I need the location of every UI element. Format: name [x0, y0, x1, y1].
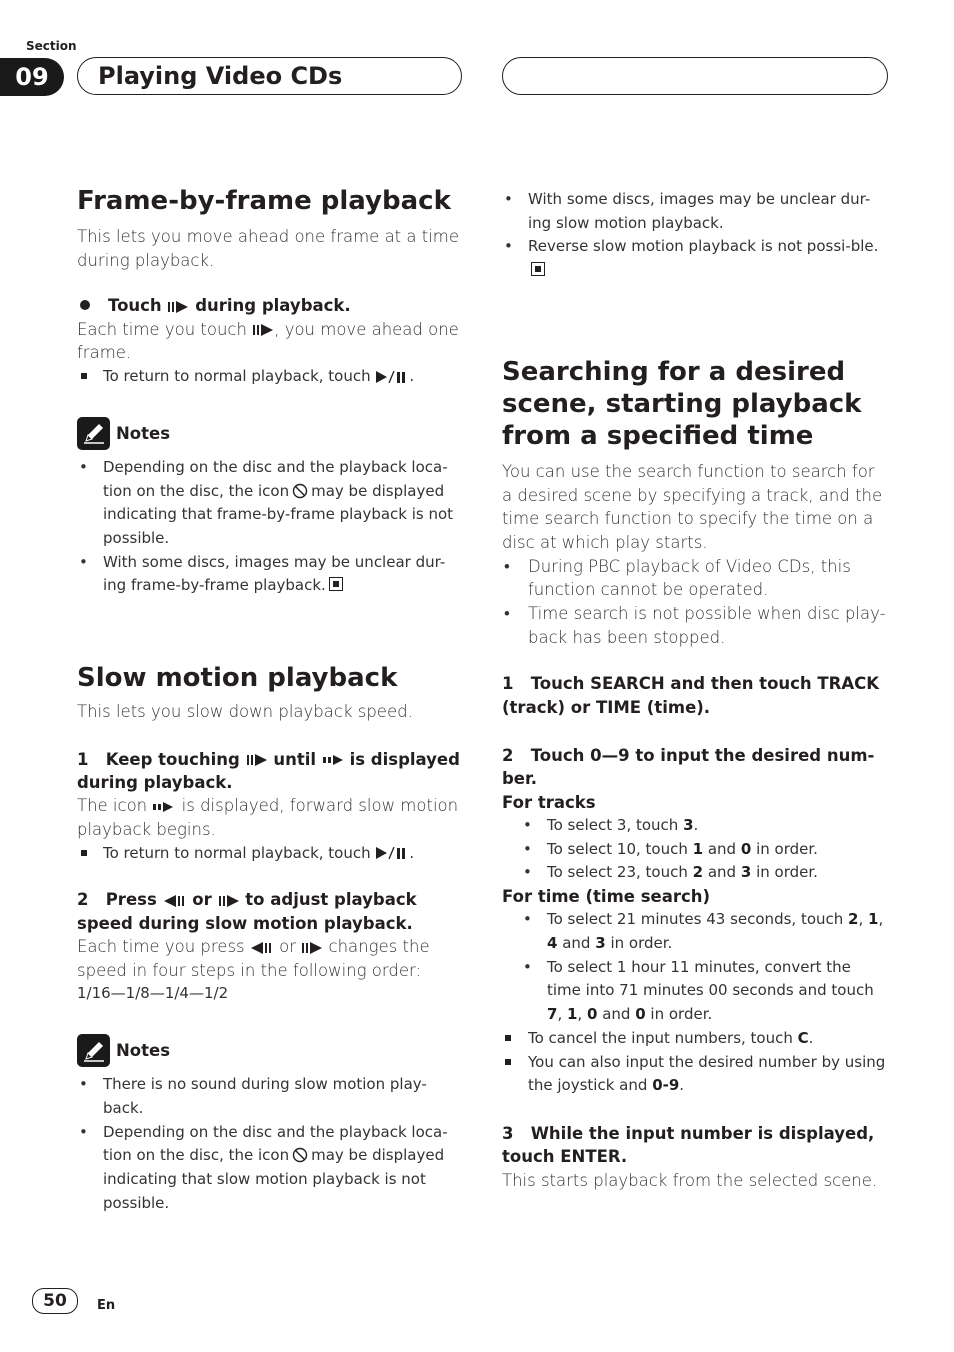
- step-forward-icon: [218, 895, 240, 907]
- slow-forward-icon: [152, 801, 176, 813]
- for-time-label: For time (time search): [502, 887, 711, 907]
- search-step-3: 3 While the input number is displayed, touch ENTER.: [502, 1123, 875, 1167]
- slow-intro: This lets you slow down playback speed.: [77, 702, 413, 722]
- slow-cont-note-2: • Reverse slow motion playback is not possi-ble.: [502, 235, 888, 282]
- step-reverse-icon: [163, 895, 187, 907]
- section-number-badge: 09: [0, 58, 64, 96]
- slow-step-2: 2 Press or to adjust playback speed during slow motion playback.: [77, 890, 417, 933]
- note-pencil-icon: [77, 1034, 110, 1067]
- slow-forward-icon: [322, 754, 344, 766]
- header-right-box: [502, 57, 888, 95]
- step-forward-icon: [246, 754, 268, 766]
- step-forward-icon: [301, 942, 323, 954]
- play-pause-icon: [375, 371, 409, 383]
- frame-note-1: • Depending on the disc and the playback loca-tion on the disc, the icon may be displayed indicating that frame-by-frame playback is not possible.: [77, 456, 463, 551]
- frame-step: Touch during playback.: [77, 294, 463, 317]
- frame-detail: Each time you touch , you move ahead one frame.: [77, 319, 459, 363]
- search-bullet-1: • During PBC playback of Video CDs, this function cannot be operated.: [502, 555, 888, 602]
- right-column: [502, 188, 888, 1192]
- slow-notes-header: Notes: [77, 1034, 463, 1067]
- slow-heading: Slow motion playback: [77, 663, 398, 694]
- step-reverse-icon: [250, 942, 274, 954]
- slow-cont-note-1: • With some discs, images may be unclear dur-ing slow motion playback.: [502, 188, 888, 235]
- cancel-note: To cancel the input numbers, touch C.: [502, 1027, 888, 1051]
- prohibited-icon: [292, 1147, 308, 1163]
- step-forward-icon: [252, 324, 274, 336]
- section-label: Section: [26, 39, 77, 53]
- slow-step-2-detail: Each time you press or changes the speed in four steps in the following order:: [77, 937, 430, 980]
- search-bullet-2: • Time search is not possible when disc play-back has been stopped.: [502, 602, 888, 649]
- search-intro: You can use the search function to search for a desired scene by specifying a track, and the time search function to specify the time on a disc at which play starts.: [502, 461, 883, 552]
- search-heading: Searching for a desired scene, starting playback from a specified time: [502, 356, 862, 451]
- prohibited-icon: [292, 483, 308, 499]
- track-example-3: • To select 23, touch 2 and 3 in order.: [502, 861, 888, 885]
- frame-note-2: • With some discs, images may be unclear dur-ing frame-by-frame playback.: [77, 551, 463, 598]
- search-step-3-detail: This starts playback from the selected scene.: [502, 1170, 878, 1190]
- track-example-2: • To select 10, touch 1 and 0 in order.: [502, 838, 888, 862]
- slow-step-1: 1 Keep touching until is displayed during playback.: [77, 749, 460, 793]
- slow-step-1-detail: The icon is displayed, forward slow motion playback begins.: [77, 796, 459, 840]
- frame-notes-header: Notes: [77, 417, 463, 450]
- for-tracks-label: For tracks: [502, 792, 596, 812]
- frame-intro: This lets you move ahead one frame at a time during playback.: [77, 227, 460, 270]
- play-pause-icon: [375, 847, 409, 859]
- joystick-note: You can also input the desired number by using the joystick and 0-9.: [502, 1051, 888, 1098]
- search-step-1: 1 Touch SEARCH and then touch TRACK (track) or TIME (time).: [502, 674, 880, 717]
- end-mark-icon: [531, 262, 545, 276]
- slow-note-1: • There is no sound during slow motion play-back.: [77, 1073, 463, 1120]
- search-step-2: 2 Touch 0—9 to input the desired num-ber.: [502, 746, 875, 789]
- slow-note-2: • Depending on the disc and the playback loca-tion on the disc, the icon may be displayed indicating that slow motion playback is not possible.: [77, 1121, 463, 1216]
- time-example-2: • To select 1 hour 11 minutes, convert the time into 71 minutes 00 seconds and touch 7, 1, 0 and 0 in order.: [502, 956, 888, 1027]
- frame-return-note: To return to normal playback, touch .: [77, 365, 463, 389]
- time-example-1: • To select 21 minutes 43 seconds, touch 2, 1, 4 and 3 in order.: [502, 908, 888, 955]
- chapter-title: Playing Video CDs: [77, 57, 462, 95]
- track-example-1: • To select 3, touch 3.: [502, 814, 888, 838]
- step-forward-icon: [167, 301, 189, 313]
- language-label: En: [97, 1298, 116, 1313]
- left-column: [77, 185, 463, 1215]
- end-mark-icon: [329, 577, 343, 591]
- frame-heading: Frame-by-frame playback: [77, 186, 451, 216]
- note-pencil-icon: [77, 417, 110, 450]
- slow-return-note: To return to normal playback, touch .: [77, 842, 463, 866]
- slow-speed-order: 1/16—1/8—1/4—1/2: [77, 984, 229, 1003]
- page-number: 50: [32, 1288, 78, 1314]
